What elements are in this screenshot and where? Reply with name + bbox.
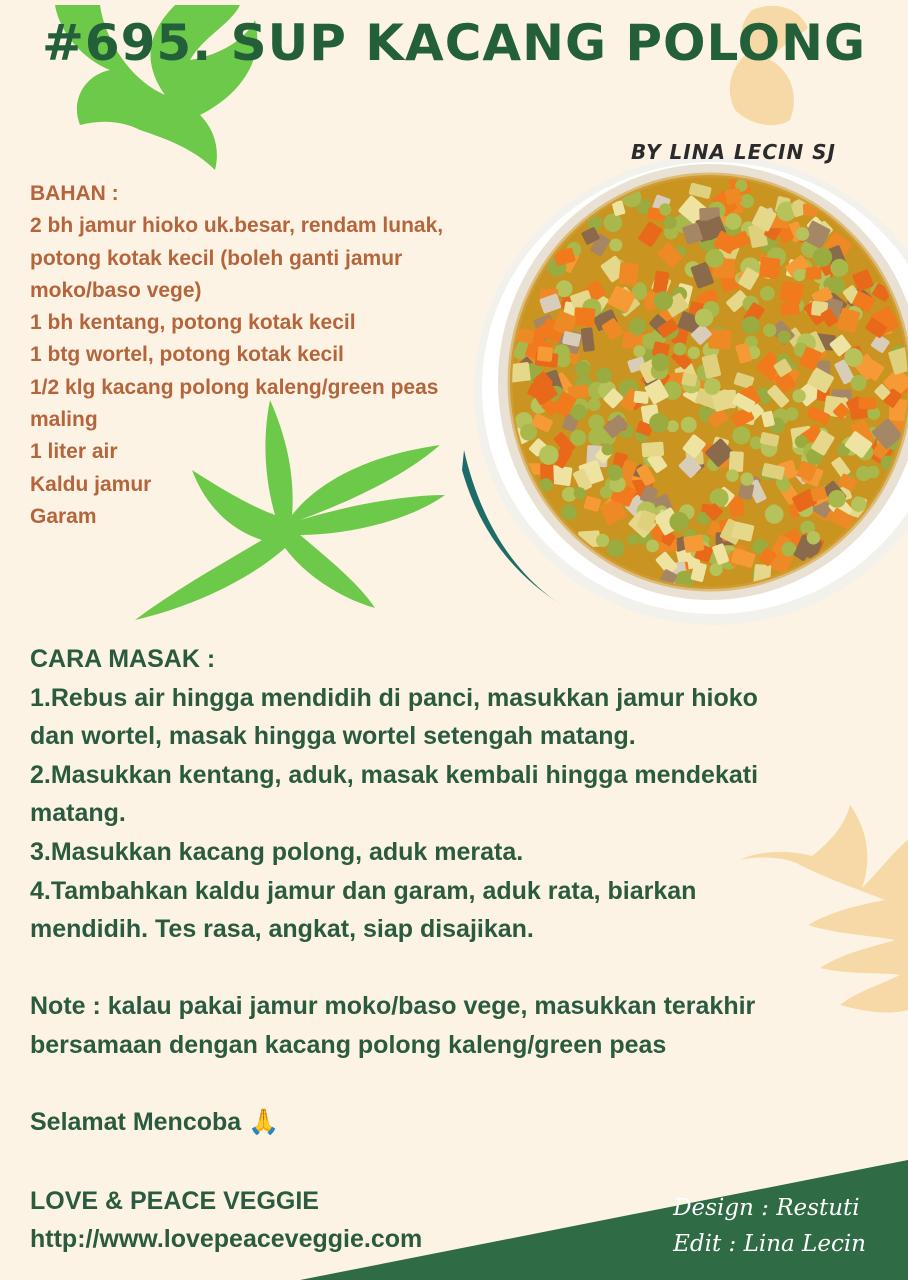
soup-piece [729,451,744,472]
closing-greeting: Selamat Mencoba 🙏 [30,1108,280,1137]
soup-piece [829,277,846,294]
soup-piece [654,291,673,310]
soup-piece [673,343,686,356]
ingredient-line: Kaldu jamur [30,472,152,496]
soup-piece [793,269,805,281]
soup-piece [763,324,776,337]
soup-piece [792,389,805,402]
soup-piece [742,316,760,334]
ingredient-line: 1 bh kentang, potong kotak kecil [30,311,356,335]
instruction-line: mendidih. Tes rasa, angkat, siap disajikan. [30,915,534,944]
soup-piece [539,445,559,465]
ingredient-line: 1 liter air [30,440,118,464]
soup-piece [570,430,586,446]
instruction-line: dan wortel, masak hingga wortel setengah matang. [30,722,636,751]
soup-piece [602,443,614,455]
soup-piece [844,348,863,367]
instruction-line: 4.Tambahkan kaldu jamur dan garam, aduk rata, biarkan [30,876,697,905]
soup-piece [659,203,671,215]
soup-piece [604,214,623,233]
soup-piece [740,472,753,485]
instruction-line: 3.Masukkan kacang polong, aduk merata. [30,837,524,866]
soup-piece [867,466,880,479]
soup-piece [629,318,646,335]
soup-piece [574,487,586,499]
soup-piece [760,286,775,301]
soup-piece [830,259,848,277]
soup-piece [859,398,877,410]
soup-piece [688,347,700,359]
soup-piece [596,367,612,383]
instruction-line: 2.Masukkan kentang, aduk, masak kembali hingga mendekati [30,760,759,789]
soup-piece [588,398,601,411]
soup-piece [609,239,622,252]
soup-piece [708,329,731,350]
brand-url-link[interactable]: http://www.lovepeaceveggie.com [30,1225,423,1253]
soup-piece [683,534,704,553]
soup-piece [588,429,605,446]
soup-piece [785,407,798,420]
soup-piece [681,417,697,433]
ingredient-line: 1/2 klg kacang polong kaleng/green peas [30,375,439,399]
soup-piece [851,375,867,391]
soup-piece [695,309,713,327]
soup-piece [663,216,677,230]
note-line: Note : kalau pakai jamur moko/baso vege, masukkan terakhir [30,992,756,1021]
soup-piece [641,442,664,458]
ingredient-line: Garam [30,504,97,528]
soup-piece [726,469,739,482]
soup-bowl-image [452,150,908,630]
soup-piece [513,347,526,360]
ingredients-heading: BAHAN : [30,182,119,205]
soup-piece [596,534,609,547]
soup-piece [778,331,791,344]
design-credit: Design : Restuti [673,1195,860,1221]
credits [673,1190,866,1262]
ingredient-line: maling [30,408,98,432]
soup-piece [851,497,866,512]
brand-name: LOVE & PEACE VEGGIE [30,1187,319,1215]
instruction-line: matang. [30,799,126,828]
soup-piece [573,307,595,327]
ingredient-line: 2 bh jamur hioko uk.besar, rendam lunak, [30,214,444,238]
soup-piece [765,505,784,524]
instructions-heading: CARA MASAK : [30,645,216,673]
soup-piece [806,267,822,279]
ingredient-line: potong kotak kecil (boleh ganti jamur [30,246,403,270]
soup-piece [732,426,750,444]
soup-piece [571,404,587,420]
ingredients-section [30,178,500,533]
soup-piece [575,361,591,377]
instruction-line: 1.Rebus air hingga mendidih di panci, masukkan jamur hioko [30,683,758,712]
soup-piece [618,262,639,286]
soup-piece [780,301,800,316]
instructions-section [30,640,870,1142]
ingredient-line: 1 btg wortel, potong kotak kecil [30,343,344,367]
soup-piece [813,247,833,267]
note-line: bersamaan dengan kacang polong kaleng/green peas [30,1030,667,1059]
soup-piece [710,563,723,576]
soup-piece [649,413,668,432]
soup-piece [561,504,577,520]
soup-piece [607,465,623,481]
soup-piece [725,213,741,229]
soup-piece [634,391,650,404]
soup-piece [537,346,554,362]
soup-piece [759,257,781,279]
brand-footer [30,1182,422,1258]
ingredient-line: moko/baso vege) [30,278,202,302]
author-byline: BY LINA LECIN SJ [630,140,836,164]
soup-piece [607,539,625,557]
soup-piece [556,280,573,297]
soup-piece [633,345,645,357]
recipe-title: #695. SUP KACANG POLONG [41,14,867,72]
soup-piece [627,533,639,545]
soup-piece [705,249,724,268]
soup-piece [796,227,810,241]
soup-piece [828,490,846,508]
soup-piece [646,540,659,553]
soup-piece [740,194,754,208]
soup-piece [704,378,721,395]
soup-piece [652,353,670,371]
soup-piece [669,512,689,532]
soup-piece [807,531,820,544]
edit-credit: Edit : Lina Lecin [673,1231,866,1257]
